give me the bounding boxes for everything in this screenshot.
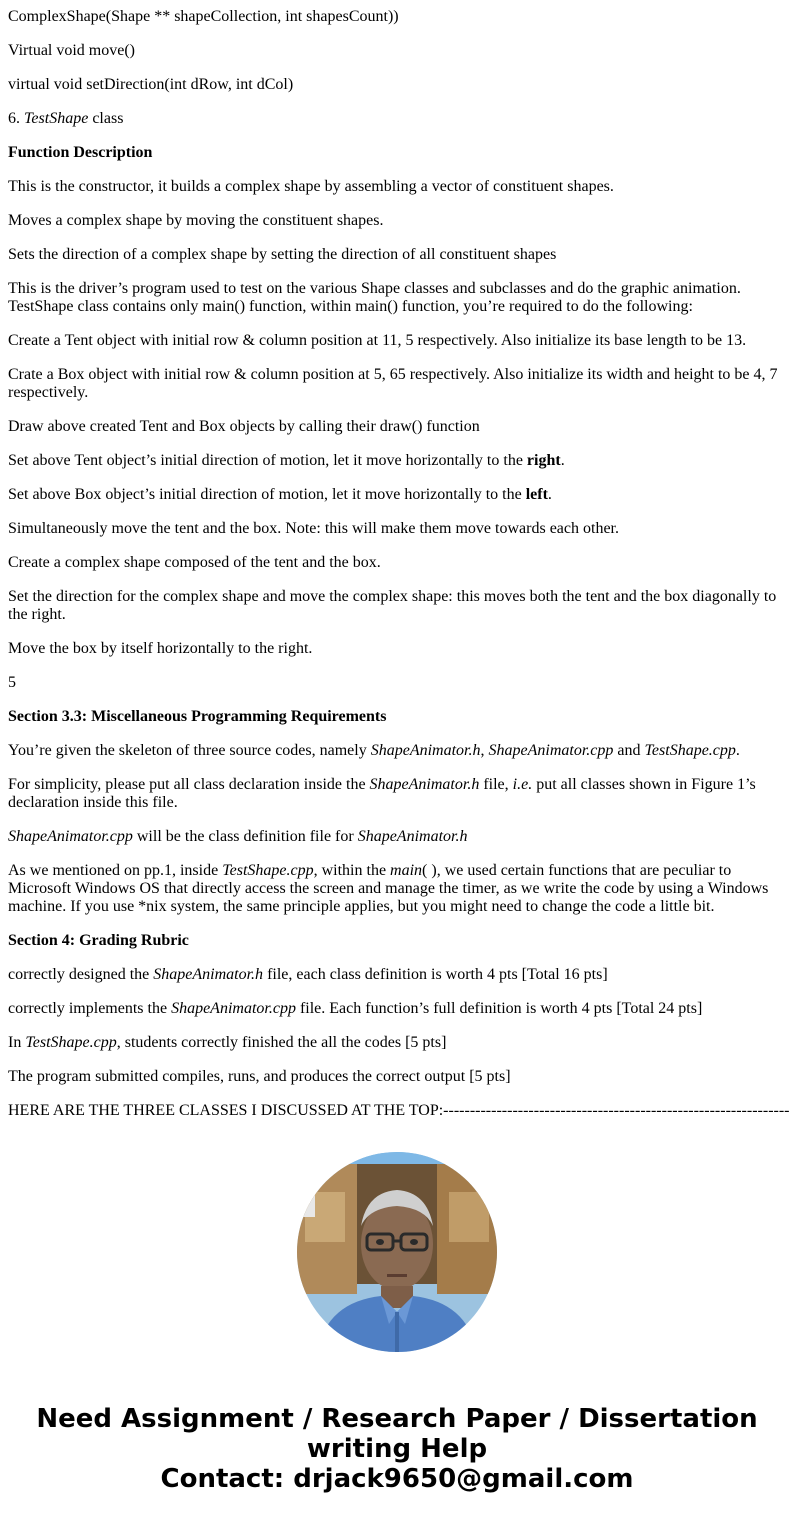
section33-p2-ie: i.e. — [512, 776, 533, 793]
step-simultaneous-move: Simultaneously move the tent and the box. Note: this will make them move towards each other. — [8, 520, 619, 537]
footer-line-2: writing Help — [306, 1434, 488, 1464]
description-constructor: This is the constructor, it builds a complex shape by assembling a vector of constituent shapes. — [8, 178, 614, 195]
section33-p4-main: main — [390, 862, 423, 879]
function-description-heading: Function Description — [8, 144, 153, 161]
step-draw: Draw above created Tent and Box objects by calling their draw() function — [8, 418, 480, 435]
three-classes-line: HERE ARE THE THREE CLASSES I DISCUSSED AT THE TOP:----------------------------------------------------------------- — [8, 1102, 790, 1119]
file-shapeanimator-h: ShapeAnimator.h — [370, 742, 481, 759]
step-box-direction-end: . — [547, 486, 552, 503]
constructor-signature: ComplexShape(Shape ** shapeCollection, int shapesCount)) — [8, 8, 399, 25]
rubric-item-1-text: correctly designed the — [8, 966, 154, 983]
section33-p3-file2: ShapeAnimator.h — [357, 828, 468, 845]
step-box-direction — [8, 486, 786, 504]
section33-p4-mid: , within the — [313, 862, 391, 879]
section33-p3-mid: will be the class definition file for — [132, 828, 358, 845]
footer-contact: Contact: drjack9650@gmail.com — [160, 1464, 634, 1494]
step-box-right: Move the box by itself horizontally to the right. — [8, 640, 313, 657]
rubric-item-3-file: TestShape.cpp — [25, 1034, 117, 1051]
rubric-item-1-post: file, each class definition is worth 4 pts [Total 16 pts] — [263, 966, 608, 983]
step-tent-direction — [8, 452, 786, 470]
step-tent-direction-bold: right — [526, 452, 561, 469]
rubric-item-2 — [8, 1000, 786, 1018]
document-body — [8, 0, 790, 1136]
move-signature: Virtual void move() — [8, 42, 136, 59]
section33-p2-text: For simplicity, please put all class declaration inside the — [8, 776, 370, 793]
section4-heading: Section 4: Grading Rubric — [8, 932, 189, 949]
author-photo — [297, 1152, 497, 1352]
section33-p2-post: put all classes shown in Figure 1’s declaration inside this file. — [8, 776, 756, 811]
author-photo-image — [297, 1152, 497, 1352]
section33-p1 — [8, 742, 786, 760]
section33-p3 — [8, 828, 786, 846]
class6-name: TestShape — [24, 110, 89, 127]
section33-p1-text: You’re given the skeleton of three source codes, namely — [8, 742, 371, 759]
driver-intro: This is the driver’s program used to test on the various Shape classes and subclasses and do the graphic animation. TestShape class contains only main() function, within main() function, you’re required to do the following: — [8, 280, 741, 315]
rubric-item-3 — [8, 1034, 786, 1052]
description-move: Moves a complex shape by moving the constituent shapes. — [8, 212, 384, 229]
step-tent-direction-end: . — [560, 452, 565, 469]
section33-p4 — [8, 862, 786, 916]
section33-p4-file: TestShape.cpp — [222, 862, 314, 879]
rubric-item-3-post: , students correctly finished the all the codes [5 pts] — [116, 1034, 447, 1051]
rubric-item-2-post: file. Each function’s full definition is worth 4 pts [Total 24 pts] — [295, 1000, 703, 1017]
section33-heading: Section 3.3: Miscellaneous Programming Requirements — [8, 708, 387, 725]
step-complex-direction: Set the direction for the complex shape and move the complex shape: this moves both the tent and the box diagonally to the right. — [8, 588, 777, 623]
section33-p2-file: ShapeAnimator.h — [369, 776, 480, 793]
step-create-tent: Create a Tent object with initial row & column position at 11, 5 respectively. Also initialize its base length to be 13. — [8, 332, 747, 349]
page-number: 5 — [8, 674, 16, 691]
rubric-item-2-text: correctly implements the — [8, 1000, 172, 1017]
footer-line-1: Need Assignment / Research Paper / Dissertation — [36, 1404, 758, 1434]
section33-p4-text: As we mentioned on pp.1, inside — [8, 862, 223, 879]
section33-p2-mid: file, — [479, 776, 513, 793]
section33-p1-sep2: and — [613, 742, 645, 759]
step-tent-direction-text: Set above Tent object’s initial direction of motion, let it move horizontally to the — [8, 452, 527, 469]
set-direction-signature: virtual void setDirection(int dRow, int dCol) — [8, 76, 294, 93]
step-create-box: Crate a Box object with initial row & column position at 5, 65 respectively. Also initialize its width and height to be 4, 7 respectively. — [8, 366, 778, 401]
rubric-item-4: The program submitted compiles, runs, and produces the correct output [5 pts] — [8, 1068, 511, 1085]
step-create-complex: Create a complex shape composed of the tent and the box. — [8, 554, 381, 571]
class6-heading — [8, 110, 786, 128]
step-box-direction-text: Set above Box object’s initial direction of motion, let it move horizontally to the — [8, 486, 526, 503]
rubric-item-1 — [8, 966, 786, 984]
class6-suffix: class — [88, 110, 124, 127]
file-shapeanimator-cpp: ShapeAnimator.cpp — [488, 742, 614, 759]
rubric-item-3-text: In — [8, 1034, 26, 1051]
section33-p3-file: ShapeAnimator.cpp — [8, 828, 133, 845]
footer-banner — [0, 1404, 794, 1494]
file-testshape-cpp: TestShape.cpp — [644, 742, 736, 759]
step-box-direction-bold: left — [525, 486, 548, 503]
section33-p4-post: ( ), we used certain functions that are peculiar to Microsoft Windows OS that directly access the screen and manage the timer, as we write the code by using a Windows machine. If you use *nix system, the same principle applies, but you might need to change the code a little bit. — [8, 862, 769, 915]
rubric-item-2-file: ShapeAnimator.cpp — [171, 1000, 296, 1017]
class6-number: 6. — [8, 110, 24, 127]
description-set-direction: Sets the direction of a complex shape by setting the direction of all constituent shapes — [8, 246, 557, 263]
section33-p1-end: . — [735, 742, 740, 759]
rubric-item-1-file: ShapeAnimator.h — [153, 966, 264, 983]
section33-p2 — [8, 776, 786, 812]
section33-p1-sep1: , — [480, 742, 489, 759]
